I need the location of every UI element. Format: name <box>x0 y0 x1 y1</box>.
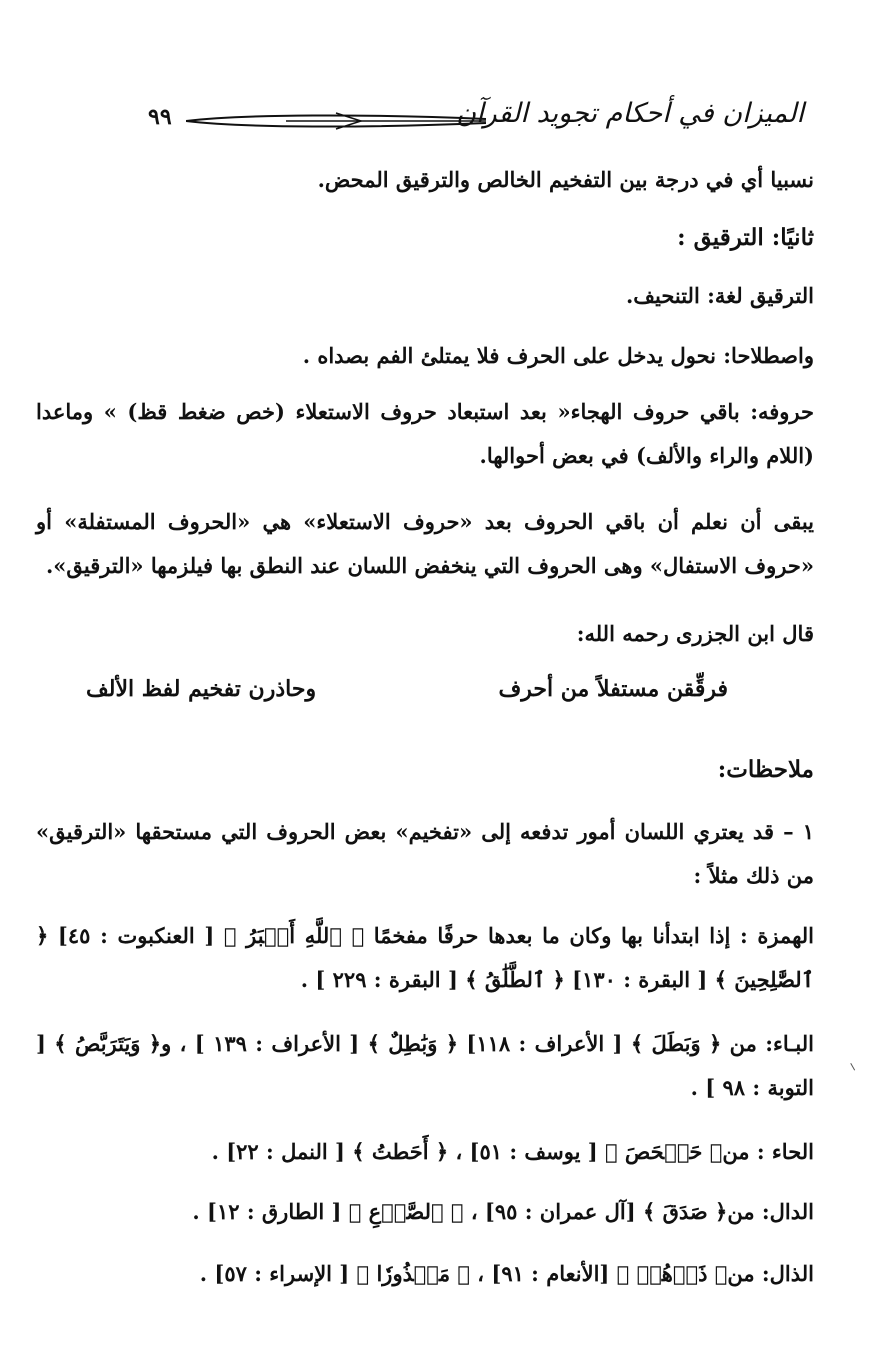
verse-second-hemistich: وحاذرن تفخيم لفظ الألف <box>86 676 317 702</box>
dhal-examples: الذال: من﴿ ذَرۡهُمۡ ﴾ [الأنعام : ٩١] ، ﴿ مَحۡذُورٗا ﴾ [ الإسراء : ٥٧] . <box>199 1261 814 1286</box>
book-title: الميزان في أحكام تجويد القرآن <box>456 98 804 129</box>
page-number: ٩٩ <box>148 104 172 130</box>
ba-examples: البـاء: من ﴿ وَبَطَلَ ﴾ [ الأعراف : ١١٨] ﴿ وَبَٰطِلٌ ﴾ [ الأعراف : ١٣٩ ] ، و﴿ وَيَتَرَبَّصُ ﴾ [ التوبة : ٩٨ ] . <box>36 1031 814 1100</box>
section-heading: ثانيًا: الترقيق : <box>677 224 814 251</box>
hamza-examples: الهمزة : إذا ابتدأنا بها وكان ما بعدها حرفًا مفخمًا ﴿ ٱللَّهِ أَكۡبَرُ ﴾ [ العنكبوت : ٤٥] ﴿ ٱلصَّٰلِحِينَ ﴾ [ البقرة : ١٣٠] ﴿ ٱلطَّلَٰقُ ﴾ [ البقرة : ٢٢٩ ] . <box>36 923 814 992</box>
explanation-paragraph: يبقى أن نعلم أن باقي الحروف بعد «حروف الاستعلاء» هي «الحروف المستفلة» أو «حروف الاستفال» وهى الحروف التي ينخفض اللسان عند النطق بها فيلزمها «الترقيق». <box>36 509 814 578</box>
scan-mark <box>850 1062 857 1071</box>
notes-heading: ملاحظات: <box>717 756 814 783</box>
page-header <box>120 92 810 142</box>
text-line: نسبيا أي في درجة بين التفخيم الخالص والترقيق المحض. <box>317 167 814 192</box>
note-1: ١ – قد يعتري اللسان أمور تدفعه إلى «تفخيم» بعض الحروف التي مستحقها «الترقيق» من ذلك مثلاً : <box>36 819 814 888</box>
definition-technical: واصطلاحا: نحول يدخل على الحرف فلا يمتلئ الفم بصداه . <box>302 343 814 368</box>
letters-paragraph: حروفه: باقي حروف الهجاء« بعد استبعاد حروف الاستعلاء (خص ضغط قظ) » وماعدا (اللام والراء والألف) في بعض أحوالها. <box>36 399 814 468</box>
verse-first-hemistich: فرقِّقن مستفلاً من أحرف <box>498 676 728 702</box>
definition-lexical: الترقيق لغة: التنحيف. <box>625 283 814 308</box>
quote-intro: قال ابن الجزرى رحمه الله: <box>576 621 814 646</box>
arrow-flourish-icon <box>186 110 486 132</box>
poem-verse <box>36 676 814 720</box>
dal-examples: الدال: من﴿ صَدَقَ ﴾ [آل عمران : ٩٥] ، ﴿ ٱلصَّدۡعِ ﴾ [ الطارق : ١٢] . <box>192 1199 814 1224</box>
ha-examples: الحاء : من﴿ حَصۡحَصَ ﴾ [ يوسف : ٥١] ، ﴿ أَحَطتُ ﴾ [ النمل : ٢٢] . <box>211 1139 814 1164</box>
